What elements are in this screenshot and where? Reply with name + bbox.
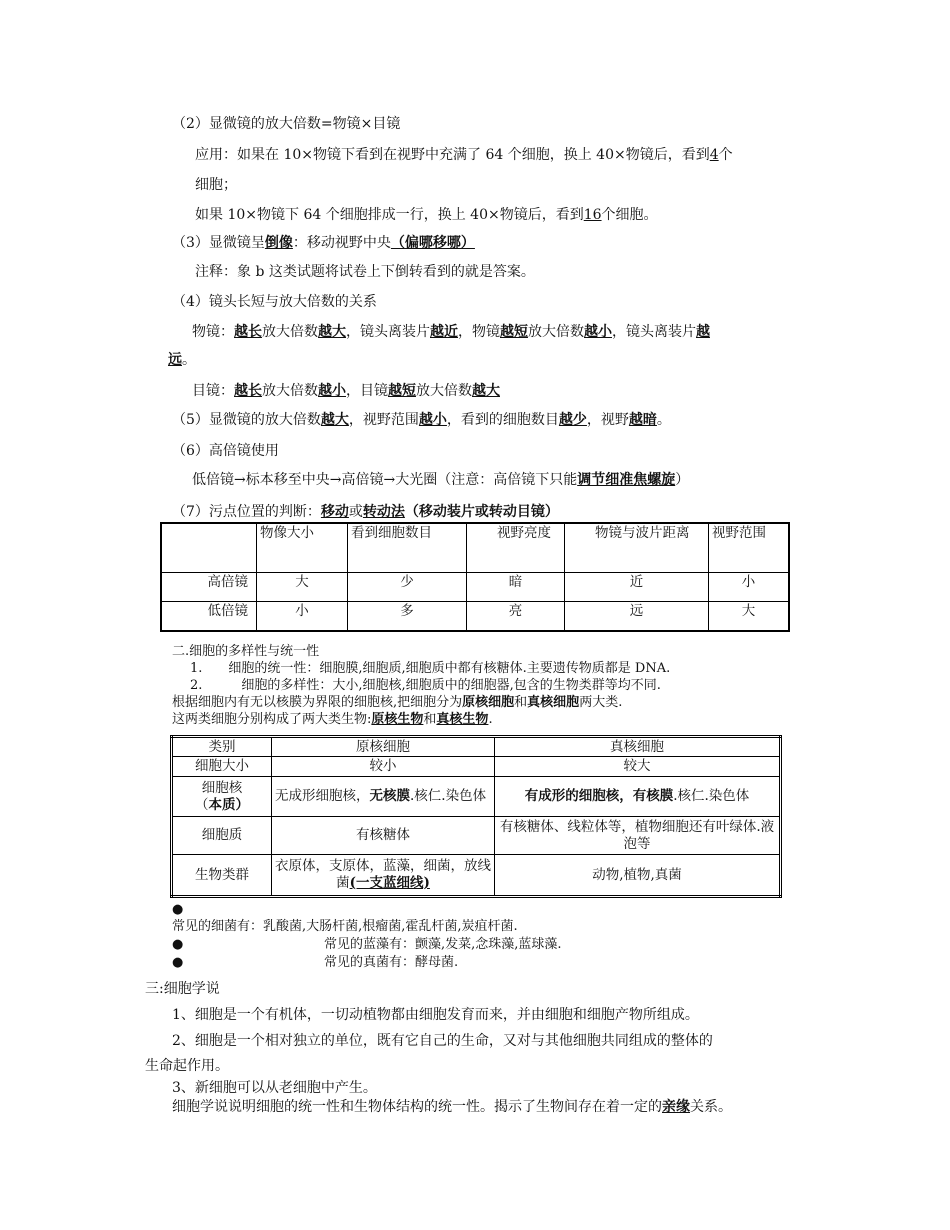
line-cells: 细胞； xyxy=(195,177,237,193)
bacteria-list: 常见的细菌有：乳酸菌,大肠杆菌,根瘤菌,霍乱杆菌,炭疽杆菌. xyxy=(172,919,518,934)
table-cell: 较小 xyxy=(272,757,495,777)
table-cell: 有核糖体、线粒体等，植物细胞还有叶绿体.液泡等 xyxy=(495,817,781,855)
line-row-cells: 如果 10×物镜下 64 个细胞排成一行，换上 40×物镜后，看到16个细胞。 xyxy=(195,207,658,223)
line-spot-position: （7）污点位置的判断：移动或转动法（移动装片或转动目镜） xyxy=(172,504,559,520)
table-cell: 多 xyxy=(348,602,467,632)
table-header-cell: 物像大小 xyxy=(257,523,348,573)
line-high-power: （6）高倍镜使用 xyxy=(172,443,279,459)
section3-line2: 2、细胞是一个相对独立的单位，既有它自己的生命，又对与其他细胞共同组成的整体的 xyxy=(172,1033,713,1049)
table-row xyxy=(161,602,789,632)
table-row xyxy=(172,777,781,817)
comparison-table xyxy=(160,522,790,632)
table-row xyxy=(161,573,789,602)
table-header-row xyxy=(161,523,789,573)
section3-title: 三:细胞学说 xyxy=(145,981,220,997)
table-header-cell: 视野范围 xyxy=(709,523,790,573)
section2-title: 二.细胞的多样性与统一性 xyxy=(172,644,320,659)
section2-line2: 2. 细胞的多样性：大小,细胞核,细胞质中的细胞器,包含的生物类群等均不同. xyxy=(190,678,661,693)
table-cell: 少 xyxy=(348,573,467,602)
line-objective: 物镜：越长放大倍数越大，镜头离装片越近，物镜越短放大倍数越小，镜头离装片越 xyxy=(192,324,710,340)
line-procedure: 低倍镜→标本移至中央→高倍镜→大光圈（注意：高倍镜下只能调节细准焦螺旋） xyxy=(192,472,690,488)
table-cell: 有核糖体 xyxy=(272,817,495,855)
line-inverted-image: （3）显微镜呈倒像：移动视野中央（偏哪移哪） xyxy=(172,235,475,251)
table-cell: 无成形细胞核，无核膜.核仁.染色体 xyxy=(272,777,495,817)
section2-line1: 1. 细胞的统一性：细胞膜,细胞质,细胞质中都有核糖体.主要遗传物质都是 DNA. xyxy=(190,661,671,676)
bullet-icon: ● xyxy=(172,937,184,952)
line-lens-length: （4）镜头长短与放大倍数的关系 xyxy=(172,294,377,310)
table-header-cell: 原核细胞 xyxy=(272,737,495,757)
section3-line5: 细胞学说说明细胞的统一性和生物体结构的统一性。揭示了生物间存在着一定的亲缘关系。 xyxy=(172,1099,732,1115)
table-row xyxy=(172,757,781,777)
line-magnification: （2）显微镜的放大倍数=物镜×目镜 xyxy=(172,116,401,132)
table-cell: 小 xyxy=(257,602,348,632)
section2-line3: 根据细胞内有无以核膜为界限的细胞核,把细胞分为原核细胞和真核细胞两大类. xyxy=(172,695,623,710)
section3-line3: 生命起作用。 xyxy=(145,1058,229,1074)
section2-line4: 这两类细胞分别构成了两大类生物:原核生物和真核生物. xyxy=(172,712,493,727)
table-cell: 细胞大小 xyxy=(172,757,272,777)
table-cell: 小 xyxy=(709,573,790,602)
table-cell: 动物,植物,真菌 xyxy=(495,855,781,897)
table-cell: 高倍镜 xyxy=(161,573,257,602)
table-cell: 低倍镜 xyxy=(161,602,257,632)
table-cell: 近 xyxy=(565,573,709,602)
table-row xyxy=(172,817,781,855)
bullet-icon: ● xyxy=(172,955,184,970)
line-eyepiece: 目镜：越长放大倍数越小，目镜越短放大倍数越大 xyxy=(192,383,500,399)
table-cell: 细胞核（本质） xyxy=(172,777,272,817)
table-header-cell xyxy=(161,523,257,573)
table-cell: 有成形的细胞核，有核膜.核仁.染色体 xyxy=(495,777,781,817)
line-application: 应用：如果在 10×物镜下看到在视野中充满了 64 个细胞，换上 40×物镜后，看到4个 xyxy=(195,147,733,163)
table-cell: 衣原体，支原体，蓝藻，细菌，放线菌(一支蓝细线) xyxy=(272,855,495,897)
cell-type-table xyxy=(170,735,782,898)
table-cell: 大 xyxy=(709,602,790,632)
table-header-cell: 视野亮度 xyxy=(467,523,565,573)
line-field-of-view: （5）显微镜的放大倍数越大，视野范围越小，看到的细胞数目越少，视野越暗。 xyxy=(172,412,671,428)
line-objective-cont: 远。 xyxy=(168,352,196,368)
table-header-row xyxy=(172,737,781,757)
line-note: 注释：象 b 这类试题将试卷上下倒转看到的就是答案。 xyxy=(195,264,535,280)
cyanobacteria-list: 常见的蓝藻有：颤藻,发菜,念珠藻,蓝球藻. xyxy=(324,937,562,952)
table-cell: 暗 xyxy=(467,573,565,602)
table-header-cell: 类别 xyxy=(172,737,272,757)
section3-line1: 1、细胞是一个有机体，一切动植物都由细胞发育而来，并由细胞和细胞产物所组成。 xyxy=(172,1007,699,1023)
table-cell: 亮 xyxy=(467,602,565,632)
table-cell: 远 xyxy=(565,602,709,632)
table-header-cell: 物镜与波片距离 xyxy=(565,523,709,573)
table-cell: 细胞质 xyxy=(172,817,272,855)
section3-line4: 3、新细胞可以从老细胞中产生。 xyxy=(172,1080,377,1096)
table-cell: 大 xyxy=(257,573,348,602)
bullet-icon: ● xyxy=(172,902,184,917)
table-row xyxy=(172,855,781,897)
table-cell: 较大 xyxy=(495,757,781,777)
table-header-cell: 看到细胞数目 xyxy=(348,523,467,573)
table-header-cell: 真核细胞 xyxy=(495,737,781,757)
table-cell: 生物类群 xyxy=(172,855,272,897)
fungi-list: 常见的真菌有：酵母菌. xyxy=(324,955,459,970)
